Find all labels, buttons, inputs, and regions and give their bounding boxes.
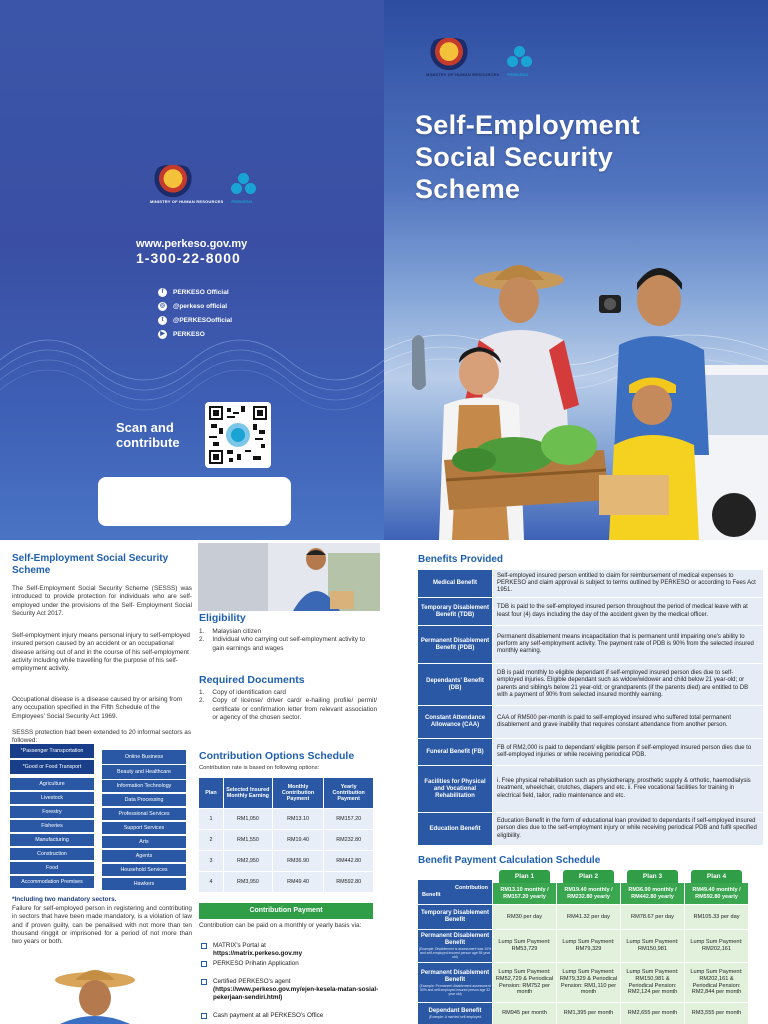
benefit-row	[418, 739, 763, 765]
benefit-row	[418, 598, 763, 625]
table-row	[199, 809, 373, 829]
calc-title: Benefit Payment Calculation Schedule	[418, 855, 601, 866]
rate-line-2: RM232.80 yearly	[567, 893, 610, 900]
calc-cell: RM105.33 per day	[685, 905, 748, 929]
calc-cell: RM945 per month	[493, 1003, 556, 1024]
workers-illustration-icon	[404, 255, 768, 540]
calc-cell: Lump Sum Payment: RM150,981 & Periodical Pension: RM2,124 per month	[621, 963, 684, 1002]
benefit-desc: Permanent disablement means incapacitation that is permanent until impairing one's ability to perform any self-employment activity. The payment rate of PDB is 90% from the selected insured monthly earning.	[493, 626, 763, 663]
plan-header: Plan 1	[499, 870, 550, 884]
row-label-text: Dependant Benefit	[428, 1008, 482, 1014]
sector-cell: Beauty and Healthcare	[102, 765, 186, 779]
list-item	[199, 697, 377, 722]
benefit-name: Funeral Benefit (FB)	[418, 739, 492, 765]
calc-cell: RM41.32 per day	[557, 905, 620, 929]
intro-para-2: Self-employment injury means personal injury to self-employed insured person caused by an accident or an occupational disease arising out of and in the course of his self-employment activity including while travelling for the purpose of his self-employment activity.	[12, 632, 190, 673]
perkeso-logo-icon	[231, 173, 257, 199]
table-cell: RM232.80	[324, 830, 373, 850]
list-num: 2.	[199, 636, 205, 644]
social-item-instagram[interactable]	[158, 299, 232, 313]
benefit-desc: FB of RM2,000 is paid to dependant/ eligible person if self-employed insured person dies due to self-employed injuries or while receiving periodical PDB.	[493, 739, 763, 765]
sector-cell: Fisheries	[10, 820, 94, 832]
sector-cell: Agents	[102, 850, 186, 862]
benefit-row	[418, 766, 763, 812]
contribution-subtitle: Contribution rate is based on following options:	[199, 765, 320, 771]
benefit-row	[418, 813, 763, 845]
sector-note-body: Failure for self-employed person in registering and contributing in sectors that have been made mandatory, is a violation of law and if proven guilty, can be penalised with not more than ten thousand ringgit or imprisoned for a period of not more than two years or both.	[12, 905, 192, 946]
plan-header: Plan 2	[563, 870, 614, 884]
rate-line-1: RM36.90 monthly /	[628, 886, 677, 893]
benefit-name: Permanent Disablement Benefit (PDB)	[418, 626, 492, 663]
list-num: 2.	[199, 697, 205, 705]
benefit-name: Dependants' Benefit (DB)	[418, 664, 492, 705]
social-label: PERKESO Official	[173, 288, 229, 296]
row-label-note: (Example: A married self-employed	[428, 1015, 482, 1019]
cover-left-logos	[150, 165, 257, 204]
cover-right-logos	[426, 38, 533, 77]
plan-rate	[685, 883, 748, 904]
table-header-row	[199, 778, 373, 808]
calc-cell: Lump Sum Payment: RM52,729 & Periodical Pension: RM752 per month	[493, 963, 556, 1002]
contact-block	[136, 238, 247, 266]
calc-cell: Lump Sum Payment: RM202,161	[685, 930, 748, 962]
website-link[interactable]: www.perkeso.gov.my	[136, 238, 248, 250]
scan-line-2: contribute	[116, 435, 180, 450]
blank-label-box	[98, 477, 291, 526]
sector-cell: Information Technology	[102, 780, 186, 792]
calc-cell: RM30 per day	[493, 905, 556, 929]
worker-photo-icon	[198, 543, 380, 611]
benefit-name: Constant Attendance Allowance (CAA)	[418, 706, 492, 738]
malaysia-crest-icon	[150, 165, 196, 199]
benefit-desc: Self-employed insured person entitled to claim for reimbursement of medical expenses to PERKESO and claim approval is subject to terms outlined by PERKESO or according to Fees Act 1951.	[493, 570, 763, 597]
table-cell: RM3,950	[224, 872, 272, 892]
sector-cell: Livestock	[10, 792, 94, 804]
table-cell: RM49.40	[273, 872, 324, 892]
payment-method-item	[201, 942, 379, 958]
plan-header: Plan 4	[691, 870, 742, 884]
perkeso-caption: PERKESO	[231, 199, 253, 204]
calc-cell: Lump Sum Payment: RM202,161 & Periodical Pension: RM2,844 per month	[685, 963, 748, 1002]
table-cell: RM1,050	[224, 809, 272, 829]
benefit-desc: CAA of RM500 per-month is paid to self-employed insured who suffered total permanent disablement and grave inability that requires constant attendance from another person.	[493, 706, 763, 738]
documents-title: Required Documents	[199, 674, 305, 686]
list-text: Individual who carrying out self-employment activity to gain earnings and wages	[212, 636, 366, 652]
rate-line-1: RM13.10 monthly /	[500, 886, 549, 893]
eligibility-title: Eligibility	[199, 612, 246, 624]
scan-line-1: Scan and	[116, 420, 174, 435]
eligibility-list	[199, 628, 377, 653]
list-num: 1.	[199, 689, 205, 696]
calc-corner	[418, 880, 492, 904]
table-header: Selected Insured Monthly Earning	[224, 778, 272, 808]
method-line-1: MATRIX's Portal at	[213, 942, 266, 949]
sector-cell: Accommodation Premises	[10, 876, 94, 888]
farmer-illustration-icon	[40, 968, 150, 1024]
sector-cell: Professional Services	[102, 808, 186, 820]
checkbox-icon	[201, 1013, 207, 1019]
payment-method-item	[201, 1012, 379, 1020]
table-row	[199, 851, 373, 871]
headline-line-1: Self-Employment	[415, 110, 641, 140]
intro-title-line-1: Self-Employment Social Security	[12, 553, 169, 564]
social-item-youtube[interactable]	[158, 327, 232, 341]
phone-number: 1-300-22-8000	[136, 250, 241, 266]
sector-cell: Arts	[102, 836, 186, 848]
sector-grid	[10, 748, 186, 888]
table-cell: 1	[199, 809, 223, 829]
table-cell: RM13.10	[273, 809, 324, 829]
calc-cell: Lump Sum Payment: RM150,981	[621, 930, 684, 962]
sector-cell: Support Services	[102, 822, 186, 834]
payment-method-text	[213, 1012, 323, 1020]
table-cell: RM442.80	[324, 851, 373, 871]
benefit-name: Education Benefit	[418, 813, 492, 845]
rate-line-2: RM157.20 yearly	[503, 893, 546, 900]
ministry-caption: MINISTRY OF HUMAN RESOURCES	[150, 199, 224, 204]
sector-cell: Agriculture	[10, 778, 94, 790]
corner-bottom: Benefit	[422, 892, 441, 898]
contribution-payment-bar: Contribution Payment	[199, 903, 373, 919]
benefit-desc: DB is paid monthly to eligible dependant if self-employed insured person dies due to self-employed injuries. Eligible dependant such as widow/widower and child below 21 year-old; or parents and sibling/s below 21 year-old; or grandparents (if the parents died) are entitled to DB with a payment of 90% from selected insured monthly earning.	[493, 664, 763, 705]
calc-cell: RM1,395 per month	[557, 1003, 620, 1024]
table-cell: RM36.90	[273, 851, 324, 871]
calc-row-label	[418, 1003, 492, 1024]
rate-line-2: RM442.80 yearly	[631, 893, 674, 900]
sector-note-title: *Including two mandatory sectors.	[12, 896, 117, 903]
benefit-row	[418, 626, 763, 663]
table-cell: 3	[199, 851, 223, 871]
calc-cell: Lump Sum Payment: RM79,329 & Periodical Pension: RM1,110 per month	[557, 963, 620, 1002]
benefit-name: Facilities for Physical and Vocational Rehabilitation	[418, 766, 492, 812]
sector-cell: Hawkers	[102, 878, 186, 890]
table-row	[199, 872, 373, 892]
benefit-desc: i. Free physical rehabilitation such as physiotherapy, prosthetic supply & orthotic, haemodialysis treatment, wheelchair, crutches, diapers and etc. ii. Free vocational facilities for training in electrical field, tailor, radio maintenance and etc.	[493, 766, 763, 812]
sector-cell: Manufacturing	[10, 834, 94, 846]
row-label-text: Permanent Disablement Benefit	[420, 933, 490, 946]
checkbox-icon	[201, 943, 207, 949]
scan-text	[116, 420, 180, 450]
benefit-row	[418, 664, 763, 705]
list-num: 1.	[199, 628, 205, 635]
table-cell: RM19.40	[273, 830, 324, 850]
intro-title-line-2: Scheme	[12, 565, 51, 576]
intro-para-3: Occupational disease is a disease caused by or arising from any occupation specified in the Fifth Schedule of the Employees' Social Security Act 1969.	[12, 696, 183, 720]
calc-cell: Lump Sum Payment: RM79,329	[557, 930, 620, 962]
contribution-title: Contribution Options Schedule	[199, 750, 355, 762]
row-label-text: Temporary Disablement Benefit	[421, 910, 489, 923]
checkbox-icon	[201, 961, 207, 967]
twitter-icon: t	[158, 316, 167, 325]
ministry-caption: MINISTRY OF HUMAN RESOURCES	[426, 72, 500, 77]
intro-para-4: SESSS protection had been extended to 20 informal sectors as followed:	[12, 729, 192, 745]
sector-cell: Household Services	[102, 864, 186, 876]
table-cell: RM1,550	[224, 830, 272, 850]
rate-line-2: RM592.80 yearly	[695, 893, 738, 900]
facebook-icon: f	[158, 288, 167, 297]
list-text: Malaysian citizen	[212, 628, 262, 635]
social-label: @perkeso official	[173, 302, 228, 310]
benefits-title: Benefits Provided	[418, 554, 504, 565]
benefit-row	[418, 570, 763, 597]
row-label-note: (Example: Permanent disablement assessment 50% and self-employed insured person age 32 year old)	[419, 983, 491, 996]
method-line-2[interactable]: (https://www.perkeso.gov.my/ejen-kesela-matan-sosial-pekerjaan-sendiri.html)	[213, 985, 379, 1001]
benefit-name: Temporary Disablement Benefit (TDB)	[418, 598, 492, 625]
sector-cell: Food	[10, 862, 94, 874]
table-header: Yearly Contribution Payment	[324, 778, 373, 808]
table-cell: 4	[199, 872, 223, 892]
method-line-1: Cash payment at all PERKESO's Office	[213, 1012, 324, 1019]
instagram-icon: ◎	[159, 302, 166, 309]
row-label-note: (Example: Disablement is assessment was 10% and self-employed insured person age 55 year old)	[418, 947, 492, 959]
list-item	[199, 689, 377, 697]
social-label: @PERKESOofficial	[173, 316, 233, 324]
row-label-text: Permanent Disablement Benefit	[420, 969, 490, 983]
table-cell: 2	[199, 830, 223, 850]
plan-rate	[557, 883, 620, 904]
social-label: PERKESO	[173, 330, 205, 338]
payment-method-text	[213, 978, 379, 1001]
list-text: Copy of license/ driver card/ e-hailing profile/ permit/ certificate or confirmation letter from relevant association or agency of the chosen sector.	[212, 697, 377, 721]
calc-row-label	[418, 905, 492, 929]
benefit-name: Medical Benefit	[418, 570, 492, 597]
calc-cell: RM78.67 per day	[621, 905, 684, 929]
method-line-1: Certified PERKESO's agent	[213, 978, 291, 985]
documents-list	[199, 689, 377, 722]
list-item	[199, 628, 377, 636]
rate-line-1: RM49.40 monthly /	[692, 886, 741, 893]
payment-method-item	[201, 960, 379, 968]
plan-rate	[493, 883, 556, 904]
table-cell: RM2,950	[224, 851, 272, 871]
contribution-table	[198, 777, 374, 893]
calc-row-label	[418, 963, 492, 1002]
plan-rate	[621, 883, 684, 904]
sector-cell: Construction	[10, 848, 94, 860]
benefit-desc: TDB is paid to the self-employed insured person throughout the period of medical leave with at least four (4) days including the day of the accident given by the medical officer.	[493, 598, 763, 625]
intro-para-1: The Self-Employment Social Security Scheme (SESSS) was introduced to provide protection for individuals who are self-employed under the provisions of the Self- Employment Social Security Act 2017.	[12, 585, 192, 617]
sector-cell: *Passenger Transportation	[10, 744, 94, 758]
method-line-1: PERKESO Prihatin Application	[213, 960, 299, 967]
table-row	[199, 830, 373, 850]
benefit-row	[418, 706, 763, 738]
cover-right-panel	[384, 0, 768, 540]
payment-text: Contribution can be paid on a monthly or yearly basis via:	[199, 922, 362, 929]
corner-top: Contribution	[455, 885, 488, 891]
table-cell: RM592.80	[324, 872, 373, 892]
social-item-facebook[interactable]	[158, 285, 232, 299]
sector-cell: Online Business	[102, 750, 186, 764]
list-item	[199, 636, 377, 653]
sector-cell: *Good or Food Transport	[10, 760, 94, 774]
intro-title	[12, 553, 192, 577]
payment-method-text	[213, 942, 302, 958]
perkeso-logo-icon	[507, 46, 533, 72]
headline-line-3: Scheme	[415, 174, 521, 204]
headline-line-2: Social Security	[415, 142, 614, 172]
table-header: Plan	[199, 778, 223, 808]
payment-method-text	[213, 960, 299, 968]
social-list	[158, 285, 232, 341]
plan-header: Plan 3	[627, 870, 678, 884]
sector-cell: Forestry	[10, 806, 94, 818]
youtube-icon: ▶	[158, 330, 167, 339]
benefit-desc: Education Benefit in the form of educational loan provided to dependants if self-employed insured person dies due to the self-employment injury or while receiving periodical PDB and fulfil specified eligibility.	[493, 813, 763, 845]
rate-line-1: RM19.40 monthly /	[564, 886, 613, 893]
checkbox-icon	[201, 979, 207, 985]
cover-left-panel	[0, 0, 384, 540]
calc-cell: RM2,655 per month	[621, 1003, 684, 1024]
table-header: Monthly Contribution Payment	[273, 778, 324, 808]
method-line-2[interactable]: https://matrix.perkeso.gov.my	[213, 949, 303, 957]
qr-code-icon[interactable]	[205, 402, 271, 468]
list-text: Copy of identification card	[212, 689, 286, 696]
perkeso-caption: PERKESO	[507, 72, 529, 77]
calc-row-label	[418, 930, 492, 962]
social-item-twitter[interactable]	[158, 313, 232, 327]
calc-cell: Lump Sum Payment: RM53,729	[493, 930, 556, 962]
sector-cell: Data Processing	[102, 794, 186, 806]
calc-cell: RM3,555 per month	[685, 1003, 748, 1024]
malaysia-crest-icon	[426, 38, 472, 72]
table-cell: RM157.20	[324, 809, 373, 829]
cover-headline	[415, 109, 640, 205]
payment-method-item	[201, 978, 379, 1001]
